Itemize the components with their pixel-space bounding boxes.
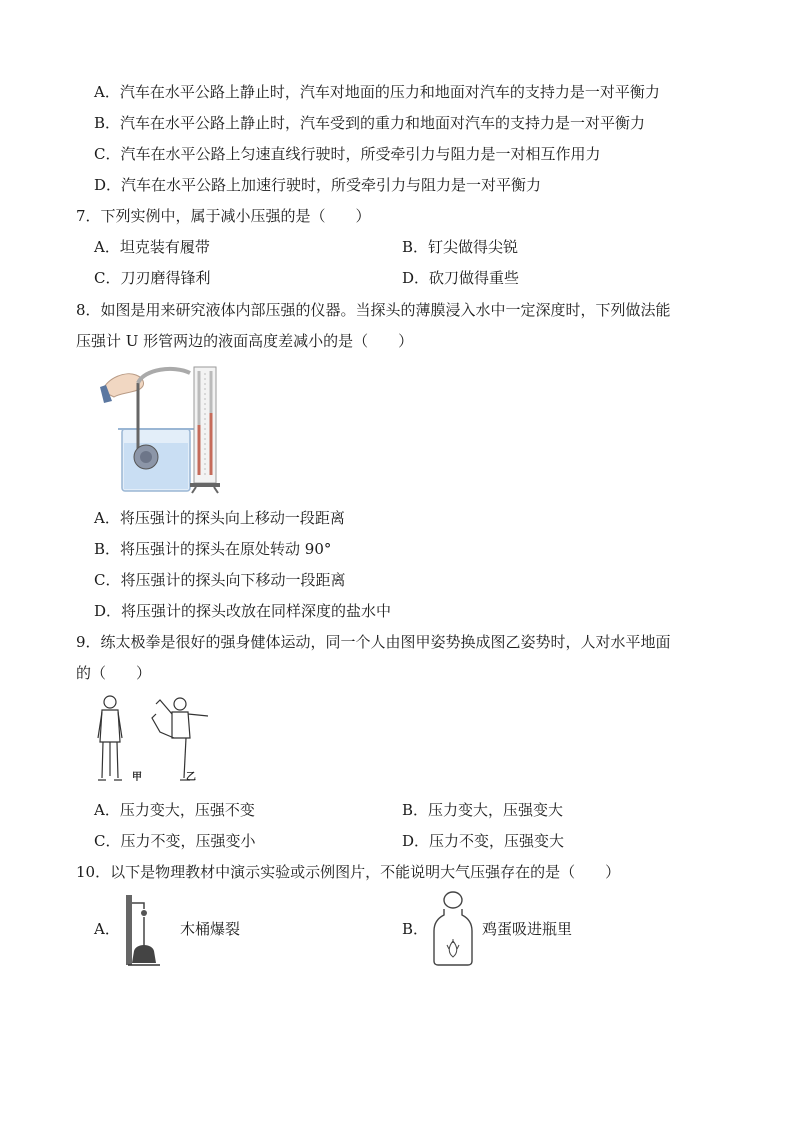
q7-stem: 7．下列实例中，属于减小压强的是（ ）: [76, 207, 371, 225]
q6-option-c: C．汽车在水平公路上匀速直线行驶时，所受牵引力与阻力是一对相互作用力: [94, 145, 601, 163]
q6-option-d: D．汽车在水平公路上加速行驶时，所受牵引力与阻力是一对平衡力: [94, 176, 542, 194]
fig-label-yi: 乙: [186, 772, 196, 783]
q8-option-c: C．将压强计的探头向下移动一段距离: [94, 571, 346, 589]
q9-option-c: C．压力不变，压强变小: [94, 832, 256, 850]
q6-option-a: A．汽车在水平公路上静止时，汽车对地面的压力和地面对汽车的支持力是一对平衡力: [94, 83, 660, 101]
q9-stem-line2: 的（ ）: [76, 664, 152, 682]
fig-label-jia: 甲: [132, 772, 142, 783]
q8-option-a: A．将压强计的探头向上移动一段距离: [94, 509, 345, 527]
q10-option-b-letter: B．: [402, 920, 429, 938]
q8-option-d: D．将压强计的探头改放在同样深度的盐水中: [94, 602, 392, 620]
q10-stem: 10．以下是物理教材中演示实验或示例图片，不能说明大气压强存在的是（ ）: [76, 863, 621, 881]
q7-option-b: B．钉尖做得尖锐: [402, 238, 519, 256]
q8-option-b: B．将压强计的探头在原处转动 90°: [94, 540, 332, 558]
q10-option-a-letter: A．: [94, 920, 120, 938]
q8-stem-line2: 压强计 U 形管两边的液面高度差减小的是（ ）: [76, 332, 414, 350]
barrel-burst-figure: [122, 893, 164, 967]
taichi-figure: [94, 692, 214, 784]
q9-stem-line1: 9．练太极拳是很好的强身健体运动，同一个人由图甲姿势换成图乙姿势时，人对水平地面: [76, 633, 671, 651]
q10-option-a-text: 木桶爆裂: [180, 920, 241, 938]
q9-option-b: B．压力变大，压强变大: [402, 801, 564, 819]
q9-option-d: D．压力不变，压强变大: [402, 832, 565, 850]
q6-option-b: B．汽车在水平公路上静止时，汽车受到的重力和地面对汽车的支持力是一对平衡力: [94, 114, 646, 132]
q8-stem-line1: 8．如图是用来研究液体内部压强的仪器。当探头的薄膜浸入水中一定深度时，下列做法能: [76, 301, 671, 319]
q7-option-a: A．坦克装有履带: [94, 238, 210, 256]
pressure-gauge-figure: [96, 363, 228, 497]
egg-bottle-figure: [430, 889, 476, 967]
q9-option-a: A．压力变大，压强不变: [94, 801, 255, 819]
q7-option-d: D．砍刀做得重些: [402, 269, 520, 287]
q7-option-c: C．刀刃磨得锋利: [94, 269, 211, 287]
q10-option-b-text: 鸡蛋吸进瓶里: [482, 920, 573, 938]
